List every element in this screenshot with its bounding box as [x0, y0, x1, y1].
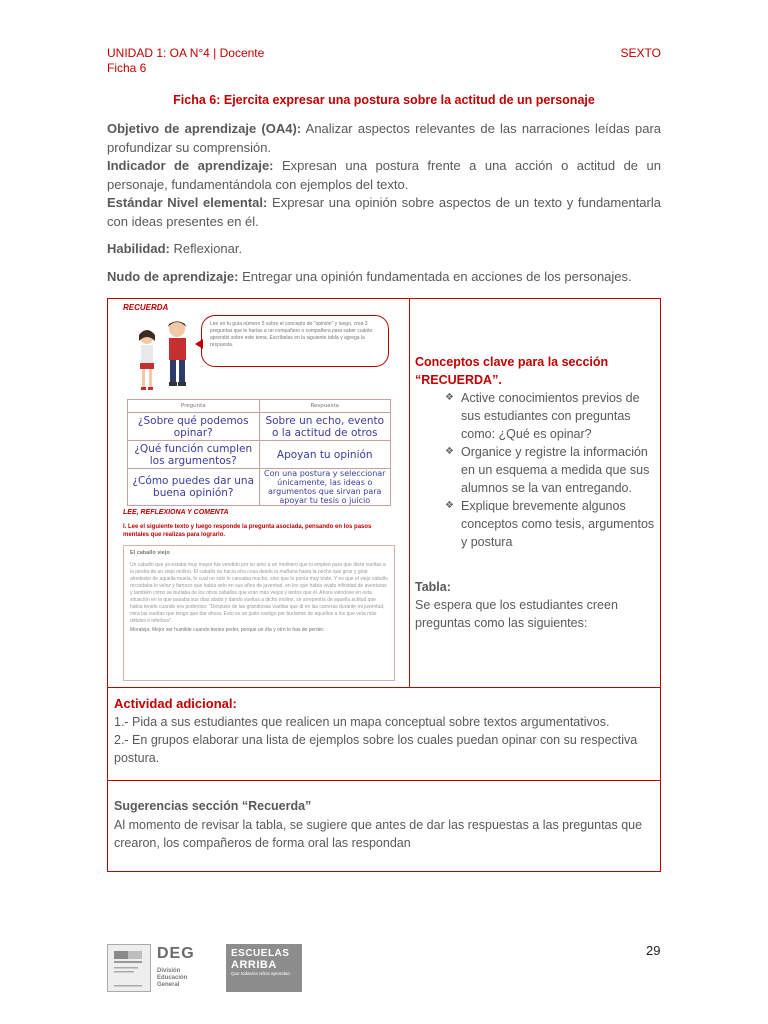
- qa-answer: Sobre un echo, evento o la actitud de otros: [259, 413, 391, 441]
- qa-answer: Apoyan tu opinión: [259, 441, 391, 469]
- page-number: 29: [646, 943, 661, 958]
- diamond-bullet-icon: ❖: [445, 500, 454, 511]
- worksheet-image: [113, 301, 403, 685]
- content-table: [107, 298, 661, 872]
- header-ficha-text: Ficha 6: [107, 61, 147, 75]
- table-row: [128, 413, 391, 441]
- page-title: Ficha 6: Ejercita expresar una postura sobre la actitud de un personaje: [173, 93, 595, 107]
- story-box: [123, 545, 395, 681]
- qa-question: ¿Sobre qué podemos opinar?: [128, 413, 260, 441]
- qa-question: ¿Cómo puedes dar una buena opinión?: [128, 469, 260, 506]
- indicador: Indicador de aprendizaje: Expresan una postura frente a una acción o actitud de un personaje, fundamentándola con ejemplos del texto.: [107, 158, 661, 192]
- conceptos-list: [415, 389, 655, 551]
- lee-instruction: I. Lee el siguiente texto y luego responde la pregunta asociada, pensando en los pasos mentales que realizas para lograrlo.: [123, 524, 372, 538]
- story-moraleja: Moraleja: Mejor ser humilde cuando tienes poder, porque un día y otro lo has de perder.: [130, 627, 325, 633]
- table-divider-1: [108, 687, 660, 688]
- diamond-bullet-icon: ❖: [445, 392, 454, 403]
- story-title: El caballo viejo: [130, 550, 170, 556]
- actividad-item-2: 2.- En grupos elaborar una lista de ejemplos sobre los cuales puedan opinar con su respectiva postura.: [114, 733, 638, 765]
- nudo: Nudo de aprendizaje: Entregar una opinión fundamentada en acciones de los personajes.: [107, 268, 632, 284]
- table-row: [128, 441, 391, 469]
- sugerencias-section: [114, 797, 654, 853]
- header-unit-text: UNIDAD 1: OA N°4 | Docente: [107, 46, 265, 60]
- list-item: ❖ Explique brevemente algunos conceptos como tesis, argumentos y postura: [445, 499, 655, 549]
- table-row: [128, 469, 391, 506]
- qa-question: ¿Qué función cumplen los argumentos?: [128, 441, 260, 469]
- table-divider-vertical: [409, 299, 410, 687]
- tabla-text: Se espera que los estudiantes creen preguntas como las siguientes:: [415, 598, 618, 630]
- qa-answer: Con una postura y seleccionar únicamente, las ideas o argumentos que sirvan para apoyar tu tesis o juicio: [259, 469, 391, 506]
- story-text: Un caballo que ya estaba muy mayor fue vendido por su amo a un molinero que lo empleó para que diera vueltas a la piedra de un viejo molino. El caballo no hacía otra cosa desde la mañana hasta la noche que girar y girar alrededor de aquella muela, lo cual no solo lo cansaba mucho, sino que lo ponía muy triste. Y es que el viejo caballo recordaba lo veloz y famoso que había sido en sus años de juventud, en los que había vivido infinidad de aventuras y también cómo se burlaba de los otros caballos que eran más viejos y lentos que él. Ahora viéndose en esta situación en la que pasaba sus días atado y dando vueltas a dicho molino, se arrepentía de aquella actitud que había tenido cuando era poderoso: "Después de las grandiosas vueltas que di en las carreras durante mi juventud, mira las vueltas que tengo que dar ahora. Esto es un justo castigo por burlarme de aquellos a los que veía más débiles e infelices".: [130, 562, 388, 624]
- tabla-section: [415, 578, 655, 632]
- qa-header-row: [128, 400, 391, 413]
- list-item: ❖ Organice y registre la información en un esquema a medida que sus alumnos se la van entregando.: [445, 445, 650, 495]
- objetivo: Objetivo de aprendizaje (OA4): Analizar aspectos relevantes de las narraciones leídas para profundizar su comprensión.: [107, 121, 661, 155]
- actividad-title: Actividad adicional:: [114, 696, 237, 711]
- table-divider-2: [108, 780, 660, 781]
- deg-logo: DEG: [157, 945, 195, 962]
- estandar: Estándar Nivel elemental: Expresar una opinión sobre aspectos de un texto y fundamentarla con ideas presentes en él.: [107, 195, 661, 229]
- diamond-bullet-icon: ❖: [445, 446, 454, 457]
- instruction-bubble: Lee en tu guía número 5 sobre el concepto de "opinión" y luego, crea 3 preguntas que le harías a un compañero o compañera para saber cuánto aprendió sobre este tema. Escríbelas en la siguiente tabla y agrega la respuesta.: [201, 315, 389, 367]
- intro-block: [107, 120, 661, 286]
- actividad-section: [114, 695, 654, 767]
- escuelas-arriba-logo: ESCUELAS ARRIBA Que todas/os niños aprendan: [226, 944, 302, 992]
- conceptos-section: [415, 353, 655, 551]
- lee-title: LEE, REFLEXIONA Y COMENTA: [123, 509, 229, 516]
- header-grade: SEXTO: [620, 46, 661, 60]
- children-illustration-icon: [129, 315, 201, 395]
- ministerio-logo-icon: [107, 944, 151, 992]
- col-pregunta: Pregunta: [128, 400, 260, 413]
- sugerencias-title: Sugerencias sección “Recuerda”: [114, 799, 312, 813]
- qa-table: [127, 399, 391, 506]
- sugerencias-text: Al momento de revisar la tabla, se sugiere que antes de dar las respuestas a las preguntas que crearon, los compañeros de forma oral las respondan: [114, 817, 643, 850]
- tabla-title: Tabla:: [415, 580, 451, 594]
- header-unit: [107, 46, 264, 76]
- deg-subtitle: División Educación General: [157, 968, 188, 988]
- actividad-item-1: 1.- Pida a sus estudiantes que realicen un mapa conceptual sobre textos argumentativos.: [114, 715, 610, 729]
- list-item: ❖ Active conocimientos previos de sus estudiantes con preguntas como: ¿Qué es opinar?: [445, 391, 640, 441]
- conceptos-title: Conceptos clave para la sección “RECUERDA”.: [415, 355, 609, 387]
- habilidad: Habilidad: Reflexionar.: [107, 241, 243, 256]
- col-respuesta: Respuesta: [259, 400, 391, 413]
- recuerda-title: RECUERDA: [123, 303, 169, 312]
